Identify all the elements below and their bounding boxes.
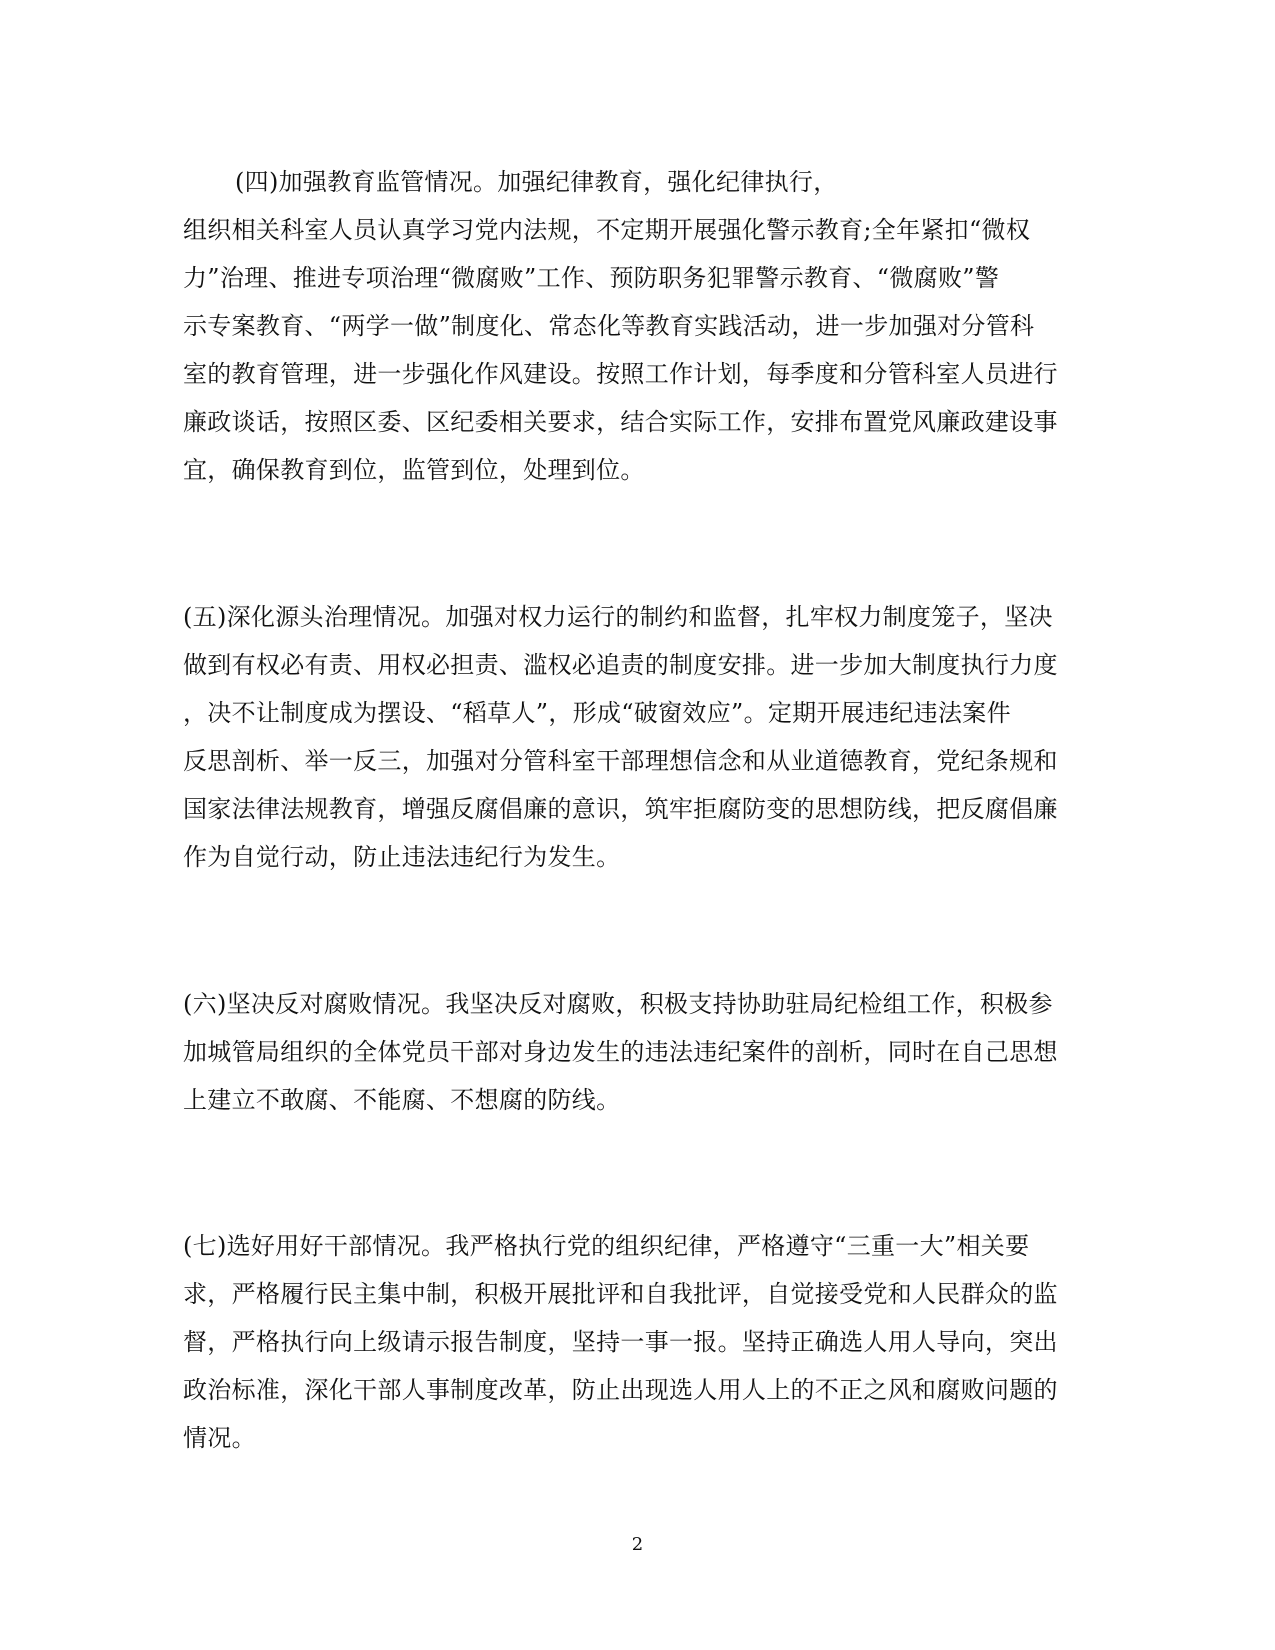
paragraph-line: 政治标准，深化干部人事制度改革，防止出现选人用人上的不正之风和腐败问题的 — [183, 1376, 1058, 1404]
paragraph-line: 示专案教育、“两学一做”制度化、常态化等教育实践活动，进一步加强对分管科 — [183, 312, 1035, 340]
page-number: 2 — [631, 1534, 644, 1555]
paragraph-line: 督，严格执行向上级请示报告制度，坚持一事一报。坚持正确选人用人导向，突出 — [183, 1328, 1058, 1356]
paragraph-line: (四)加强教育监管情况。加强纪律教育，强化纪律执行， — [235, 168, 838, 196]
paragraph-line: 反思剖析、举一反三，加强对分管科室干部理想信念和从业道德教育，党纪条规和 — [183, 747, 1058, 775]
paragraph-line: 情况。 — [183, 1424, 256, 1452]
paragraph-anti-corruption — [183, 980, 1083, 1124]
paragraph-line: 国家法律法规教育，增强反腐倡廉的意识，筑牢拒腐防变的思想防线，把反腐倡廉 — [183, 795, 1058, 823]
paragraph-cadre-selection — [183, 1222, 1083, 1462]
paragraph-line: (六)坚决反对腐败情况。我坚决反对腐败，积极支持协助驻局纪检组工作，积极参 — [183, 990, 1053, 1018]
paragraph-line: 求，严格履行民主集中制，积极开展批评和自我批评，自觉接受党和人民群众的监 — [183, 1280, 1058, 1308]
paragraph-line: ，决不让制度成为摆设、“稻草人”，形成“破窗效应”。定期开展违纪违法案件 — [183, 699, 1011, 727]
paragraph-line: 力”治理、推进专项治理“微腐败”工作、预防职务犯罪警示教育、“微腐败”警 — [183, 264, 1000, 292]
paragraph-line: 组织相关科室人员认真学习党内法规，不定期开展强化警示教育;全年紧扣“微权 — [183, 216, 1031, 244]
paragraph-line: (五)深化源头治理情况。加强对权力运行的制约和监督，扎牢权力制度笼子，坚决 — [183, 603, 1053, 631]
paragraph-line: 廉政谈话，按照区委、区纪委相关要求，结合实际工作，安排布置党风廉政建设事 — [183, 408, 1058, 436]
paragraph-line: 室的教育管理，进一步强化作风建设。按照工作计划，每季度和分管科室人员进行 — [183, 360, 1058, 388]
paragraph-line: 作为自觉行动，防止违法违纪行为发生。 — [183, 843, 621, 871]
paragraph-line: 宜，确保教育到位，监管到位，处理到位。 — [183, 456, 645, 484]
paragraph-source-governance — [183, 593, 1083, 881]
paragraph-education-supervision — [183, 158, 1083, 494]
paragraph-line: (七)选好用好干部情况。我严格执行党的组织纪律，严格遵守“三重一大”相关要 — [183, 1232, 1030, 1260]
paragraph-line: 做到有权必有责、用权必担责、滥权必追责的制度安排。进一步加大制度执行力度 — [183, 651, 1058, 679]
paragraph-line: 上建立不敢腐、不能腐、不想腐的防线。 — [183, 1086, 621, 1114]
paragraph-line: 加城管局组织的全体党员干部对身边发生的违法违纪案件的剖析，同时在自己思想 — [183, 1038, 1058, 1066]
